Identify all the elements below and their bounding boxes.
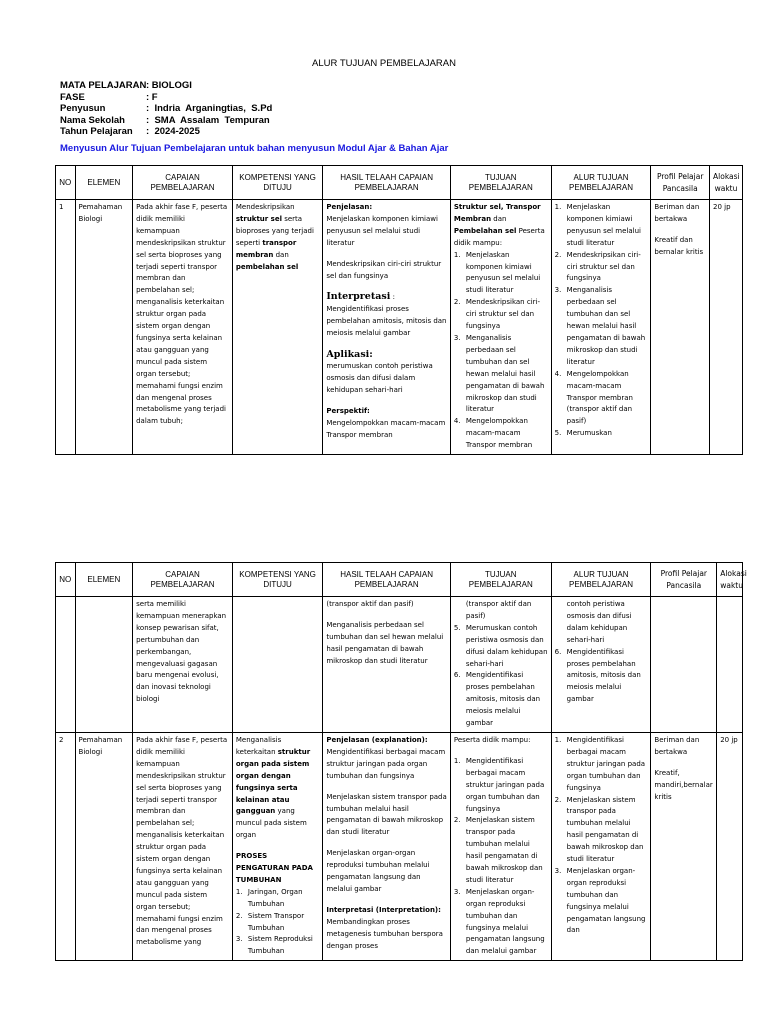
table-row <box>56 732 743 960</box>
atp-table-page-2 <box>55 562 747 961</box>
list-item <box>454 250 548 298</box>
meta-key: Penyusun <box>60 103 106 114</box>
meta-value: : 2024-2025 <box>146 126 200 137</box>
list-number: 6. <box>554 647 562 656</box>
text-fragment: serta bioproses yang terjadi seperti <box>235 214 314 247</box>
meta-value: : SMA Assalam Tempuran <box>146 114 270 126</box>
list-number: 1. <box>554 203 562 211</box>
list-number: 1. <box>554 735 562 744</box>
list-text: Menjelaskan komponen kimiawi penyusun sel melalui studi literatur <box>566 203 641 247</box>
list-text: Sistem Reproduksi Tumbuhan <box>247 935 313 956</box>
telaah-text: Menjelaskan komponen kimiawi penyusun sel melalui studi literatur <box>326 214 438 247</box>
list-number: 2. <box>554 795 562 804</box>
list-number: 2. <box>453 816 461 825</box>
text-fragment: yang muncul pada sistem organ <box>235 807 307 840</box>
kompetensi-heading: PROSES PENGATURAN PADA TUMBUHAN <box>235 852 313 884</box>
list-item <box>555 866 648 937</box>
text-fragment: Menganalisis keterkaitan <box>235 735 282 756</box>
cell-alokasi <box>717 597 743 733</box>
telaah-text: Mengelompokkan macam-macam Transpor membran <box>326 418 446 439</box>
text-fragment: struktur organ pada sistem organ dengan fungsinya serta kelainan atau gangguan <box>235 747 311 816</box>
tujuan-lead: (transpor aktif dan pasif) <box>465 600 532 620</box>
list-item <box>555 795 648 866</box>
meta-row-sekolah <box>60 115 272 127</box>
header-profil: Profil Pelajar Pancasila <box>651 563 717 597</box>
tujuan-lead: Peserta didik mampu: <box>453 735 531 744</box>
cell-telaah <box>323 200 451 455</box>
telaah-text: Membandingkan proses metagenesis tumbuhan berspora dengan proses <box>326 917 443 950</box>
cell-tujuan <box>450 597 551 733</box>
telaah-heading: Aplikasi: <box>326 349 373 361</box>
cell-alokasi: 20 jp <box>717 732 743 960</box>
text-fragment: Peserta didik mampu: <box>453 226 545 247</box>
cell-profil <box>651 200 710 455</box>
list-item <box>454 416 548 452</box>
meta-key: FASE <box>60 91 85 103</box>
cell-elemen: Pemahaman Biologi <box>75 732 133 960</box>
cell-alur <box>551 732 651 960</box>
list-text: Sistem Transpor Tumbuhan <box>247 911 305 932</box>
table-row <box>56 200 743 455</box>
header-capaian: CAPAIAN PEMBELAJARAN <box>133 166 233 200</box>
list-item <box>555 369 648 429</box>
list-number: 1. <box>453 250 461 259</box>
list-text: Merumuskan contoh peristiwa osmosis dan difusi dalam kehidupan sehari-hari <box>465 623 548 668</box>
header-telaah: HASIL TELAAH CAPAIAN PEMBELAJARAN <box>323 166 451 200</box>
list-item <box>454 815 548 886</box>
list-item <box>236 911 320 935</box>
header-no: NO <box>56 563 76 597</box>
list-number: 6. <box>453 671 461 680</box>
header-capaian: CAPAIAN PEMBELAJARAN <box>133 563 233 597</box>
telaah-text: Mengidentifikasi berbagai macam struktur jaringan pada organ tumbuhan dan fungsinya <box>326 747 446 780</box>
cell-alokasi: 20 jp <box>710 200 743 455</box>
text-fragment: transpor membran <box>235 238 297 259</box>
meta-row-tahun <box>60 126 272 138</box>
cell-elemen <box>75 597 133 733</box>
list-number: 3. <box>453 333 461 342</box>
cell-tujuan <box>450 200 551 455</box>
tujuan-lead <box>454 202 548 250</box>
list-item <box>454 623 548 671</box>
list-item <box>236 934 320 958</box>
cell-alur <box>551 597 651 733</box>
telaah-text: Menganalisis perbedaan sel tumbuhan dan sel hewan melalui hasil pengamatan di bawah mikroskop dan studi literatur <box>326 620 444 665</box>
list-text: Menganalisis perbedaan sel tumbuhan dan sel hewan melalui hasil pengamatan di bawah mikroskop dan studi literatur <box>465 333 545 414</box>
text-fragment: pembelahan sel <box>235 262 299 271</box>
list-item <box>555 647 648 707</box>
list-text: Menjelaskan organ-organ reproduksi tumbuhan dan fungsinya melalui pengamatan langsung dan melalui gambar <box>465 887 545 956</box>
list-text: Mendeskripsikan ciri-ciri struktur sel dan fungsinya <box>566 250 641 283</box>
atp-table-page-1 <box>55 165 743 455</box>
list-item <box>555 428 648 440</box>
meta-key: Nama Sekolah <box>60 114 125 126</box>
meta-value: : Indria Arganingtias, S.Pd <box>146 103 273 114</box>
cell-no: 2 <box>56 732 76 960</box>
telaah-text: Mengidentifikasi proses pembelahan amitosis, mitosis dan meiosis melalui gambar <box>326 305 447 338</box>
meta-row-mapel <box>60 80 272 92</box>
list-text: Menganalisis perbedaan sel tumbuhan dan sel hewan melalui hasil pengamatan di bawah mikroskop dan studi literatur <box>566 286 646 366</box>
alur-lead: contoh peristiwa osmosis dan difusi dalam kehidupan sehari-hari <box>566 600 632 644</box>
telaah-text: Menjelaskan organ-organ reproduksi tumbuhan melalui pengamatan langsung dan melalui gambar <box>326 849 430 893</box>
kompetensi-text <box>236 735 320 842</box>
list-text: Mengidentifikasi berbagai macam struktur jaringan pada organ tumbuhan dan fungsinya <box>465 756 545 813</box>
list-number: 4. <box>453 417 461 426</box>
telaah-heading: Interpretasi (Interpretation): <box>326 905 441 914</box>
list-item <box>454 297 548 333</box>
list-number: 3. <box>554 286 562 295</box>
header-alur: ALUR TUJUAN PEMBELAJARAN <box>551 166 651 200</box>
cell-no: 1 <box>56 200 76 455</box>
profil-text: Kreatif, mandiri,bernalar kritis <box>654 768 713 801</box>
meta-row-fase <box>60 92 272 104</box>
text-fragment: Mendeskripsikan <box>235 203 295 211</box>
header-kompetensi: KOMPETENSI YANG DITUJU <box>232 563 323 597</box>
list-text: Mengelompokkan macam-macam Transpor membran (transpor aktif dan pasif) <box>566 369 633 426</box>
list-text: Menjelaskan sistem transpor pada tumbuhan melalui hasil pengamatan di bawah mikroskop dan studi literatur <box>465 816 543 884</box>
meta-value: : BIOLOGI <box>146 80 192 91</box>
list-number: 3. <box>554 866 562 875</box>
meta-row-penyusun <box>60 103 272 115</box>
header-alokasi: Alokasi waktu <box>717 563 743 597</box>
cell-kompetensi <box>232 200 323 455</box>
header-telaah: HASIL TELAAH CAPAIAN PEMBELAJARAN <box>323 563 451 597</box>
list-text: Mengelompokkan macam-macam Transpor membran <box>465 417 533 450</box>
telaah-text: Mendeskripsikan ciri-ciri struktur sel dan fungsinya <box>326 259 442 280</box>
list-text: Jaringan, Organ Tumbuhan <box>247 887 303 908</box>
header-tujuan: TUJUAN PEMBELAJARAN <box>450 166 551 200</box>
list-item <box>555 202 648 250</box>
cell-profil <box>651 732 717 960</box>
header-kompetensi: KOMPETENSI YANG DITUJU <box>232 166 323 200</box>
list-text: Mendeskripsikan ciri- ciri struktur sel dan fungsinya <box>465 298 540 331</box>
list-text: Menjelaskan komponen kimiawi penyusun sel melalui studi literatur <box>465 250 541 295</box>
list-number: 2. <box>235 911 243 920</box>
header-tujuan: TUJUAN PEMBELAJARAN <box>450 563 551 597</box>
list-item <box>454 670 548 730</box>
list-item <box>236 887 320 911</box>
list-item <box>555 285 648 368</box>
list-number: 1. <box>235 887 243 896</box>
text-fragment: struktur sel <box>235 214 282 223</box>
text-fragment: dan <box>491 214 507 223</box>
cell-profil <box>651 597 717 733</box>
document-title: ALUR TUJUAN PEMBELAJARAN <box>312 58 456 69</box>
list-number: 2. <box>554 250 562 259</box>
list-number: 3. <box>453 887 461 896</box>
list-text: Mengidentifikasi proses pembelahan amitosis, mitosis dan meiosis melalui gambar <box>566 647 641 704</box>
cell-capaian: Pada akhir fase F, peserta didik memiliki kemampuan mendeskripsikan struktur sel serta bioproses yang terjadi seperti transpor membran dan pembelahan sel; menganalisis keterkaitan struktur organ pada sistem organ dengan fungsinya serta kelainan atau gangguan yang muncul pada sistem organ tersebut; memahami fungsi enzim dan mengenal proses metabolisme yang <box>133 732 233 960</box>
cell-alur <box>551 200 651 455</box>
list-text: Merumuskan <box>566 429 612 438</box>
meta-value: : F <box>146 91 158 103</box>
text-fragment: : <box>390 293 395 302</box>
text-fragment: Pembelahan sel <box>453 226 517 235</box>
list-text: Mengidentifikasi proses pembelahan amitosis, mitosis dan meiosis melalui gambar <box>465 671 541 728</box>
cell-capaian: Pada akhir fase F, peserta didik memiliki kemampuan mendeskripsikan struktur sel serta bioproses yang terjadi seperti transpor membran dan pembelahan sel; menganalisis keterkaitan struktur organ pada sistem organ dengan fungsinya serta kelainan atau gangguan yang muncul pada sistem organ tersebut; memahami fungsi enzim dan mengenal proses metabolisme yang terjadi dalam tubuh; <box>133 200 233 455</box>
text-fragment: Interpretasi <box>326 291 391 303</box>
table-header-row <box>56 166 743 200</box>
profil-text: Beriman dan bertakwa <box>654 203 700 223</box>
document-subtitle: Menyusun Alur Tujuan Pembelajaran untuk bahan menyusun Modul Ajar & Bahan Ajar <box>60 143 449 154</box>
telaah-heading <box>326 291 447 304</box>
cell-elemen: Pemahaman Biologi <box>75 200 133 455</box>
list-number: 5. <box>554 429 562 438</box>
meta-key: MATA PELAJARAN <box>60 80 147 91</box>
header-alokasi: Alokasi waktu <box>710 166 743 200</box>
profil-text: Beriman dan bertakwa <box>654 735 700 756</box>
header-alur: ALUR TUJUAN PEMBELAJARAN <box>551 563 651 597</box>
document-meta <box>60 80 272 138</box>
list-number: 3. <box>235 935 243 944</box>
list-text: Menjelaskan organ-organ reproduksi tumbuhan dan fungsinya melalui pengamatan langsung dan <box>566 866 646 935</box>
cell-telaah <box>323 597 451 733</box>
header-elemen: ELEMEN <box>75 166 133 200</box>
telaah-heading: Penjelasan (explanation): <box>326 735 428 744</box>
table-row <box>56 597 743 733</box>
telaah-text: Menjelaskan sistem transpor pada tumbuhan melalui hasil pengamatan di bawah mikroskop dan studi literatur <box>326 792 447 837</box>
list-number: 4. <box>554 369 562 378</box>
header-profil: Profil Pelajar Pancasila <box>651 166 710 200</box>
telaah-heading: Perspektif: <box>326 406 370 415</box>
text-fragment: dan <box>273 250 289 259</box>
profil-text: Kreatif dan bernalar kritis <box>654 235 704 256</box>
meta-key: Tahun Pelajaran <box>60 126 133 137</box>
header-no: NO <box>56 166 76 200</box>
list-item <box>555 250 648 286</box>
text-fragment: Struktur sel, Transpor Membran <box>453 203 541 223</box>
header-elemen: ELEMEN <box>75 563 133 597</box>
list-item <box>555 735 648 795</box>
list-item <box>454 756 548 816</box>
list-number: 5. <box>453 623 461 632</box>
list-number: 1. <box>453 756 461 765</box>
cell-capaian: serta memiliki kemampuan menerapkan konsep pewarisan sifat, pertumbuhan dan perkembangan, mengevaluasi gagasan baru mengenai evolusi, dan inovasi teknologi biologi <box>133 597 233 733</box>
table-header-row <box>56 563 743 597</box>
list-number: 2. <box>453 298 461 307</box>
telaah-text: (transpor aktif dan pasif) <box>326 600 414 608</box>
list-text: Mengidentifikasi berbagai macam struktur jaringan pada organ tumbuhan dan fungsinya <box>566 735 646 792</box>
list-text: Menjelaskan sistem transpor pada tumbuhan melalui hasil pengamatan di bawah mikroskop dan studi literatur <box>566 795 644 864</box>
telaah-heading: Penjelasan: <box>326 203 373 211</box>
cell-kompetensi <box>232 597 323 733</box>
list-item <box>454 333 548 416</box>
cell-kompetensi <box>232 732 323 960</box>
telaah-text: merumuskan contoh peristiwa osmosis dan difusi dalam kehidupan sehari-hari <box>326 361 433 394</box>
cell-telaah <box>323 732 451 960</box>
cell-tujuan <box>450 732 551 960</box>
list-item <box>454 887 548 958</box>
cell-no <box>56 597 76 733</box>
